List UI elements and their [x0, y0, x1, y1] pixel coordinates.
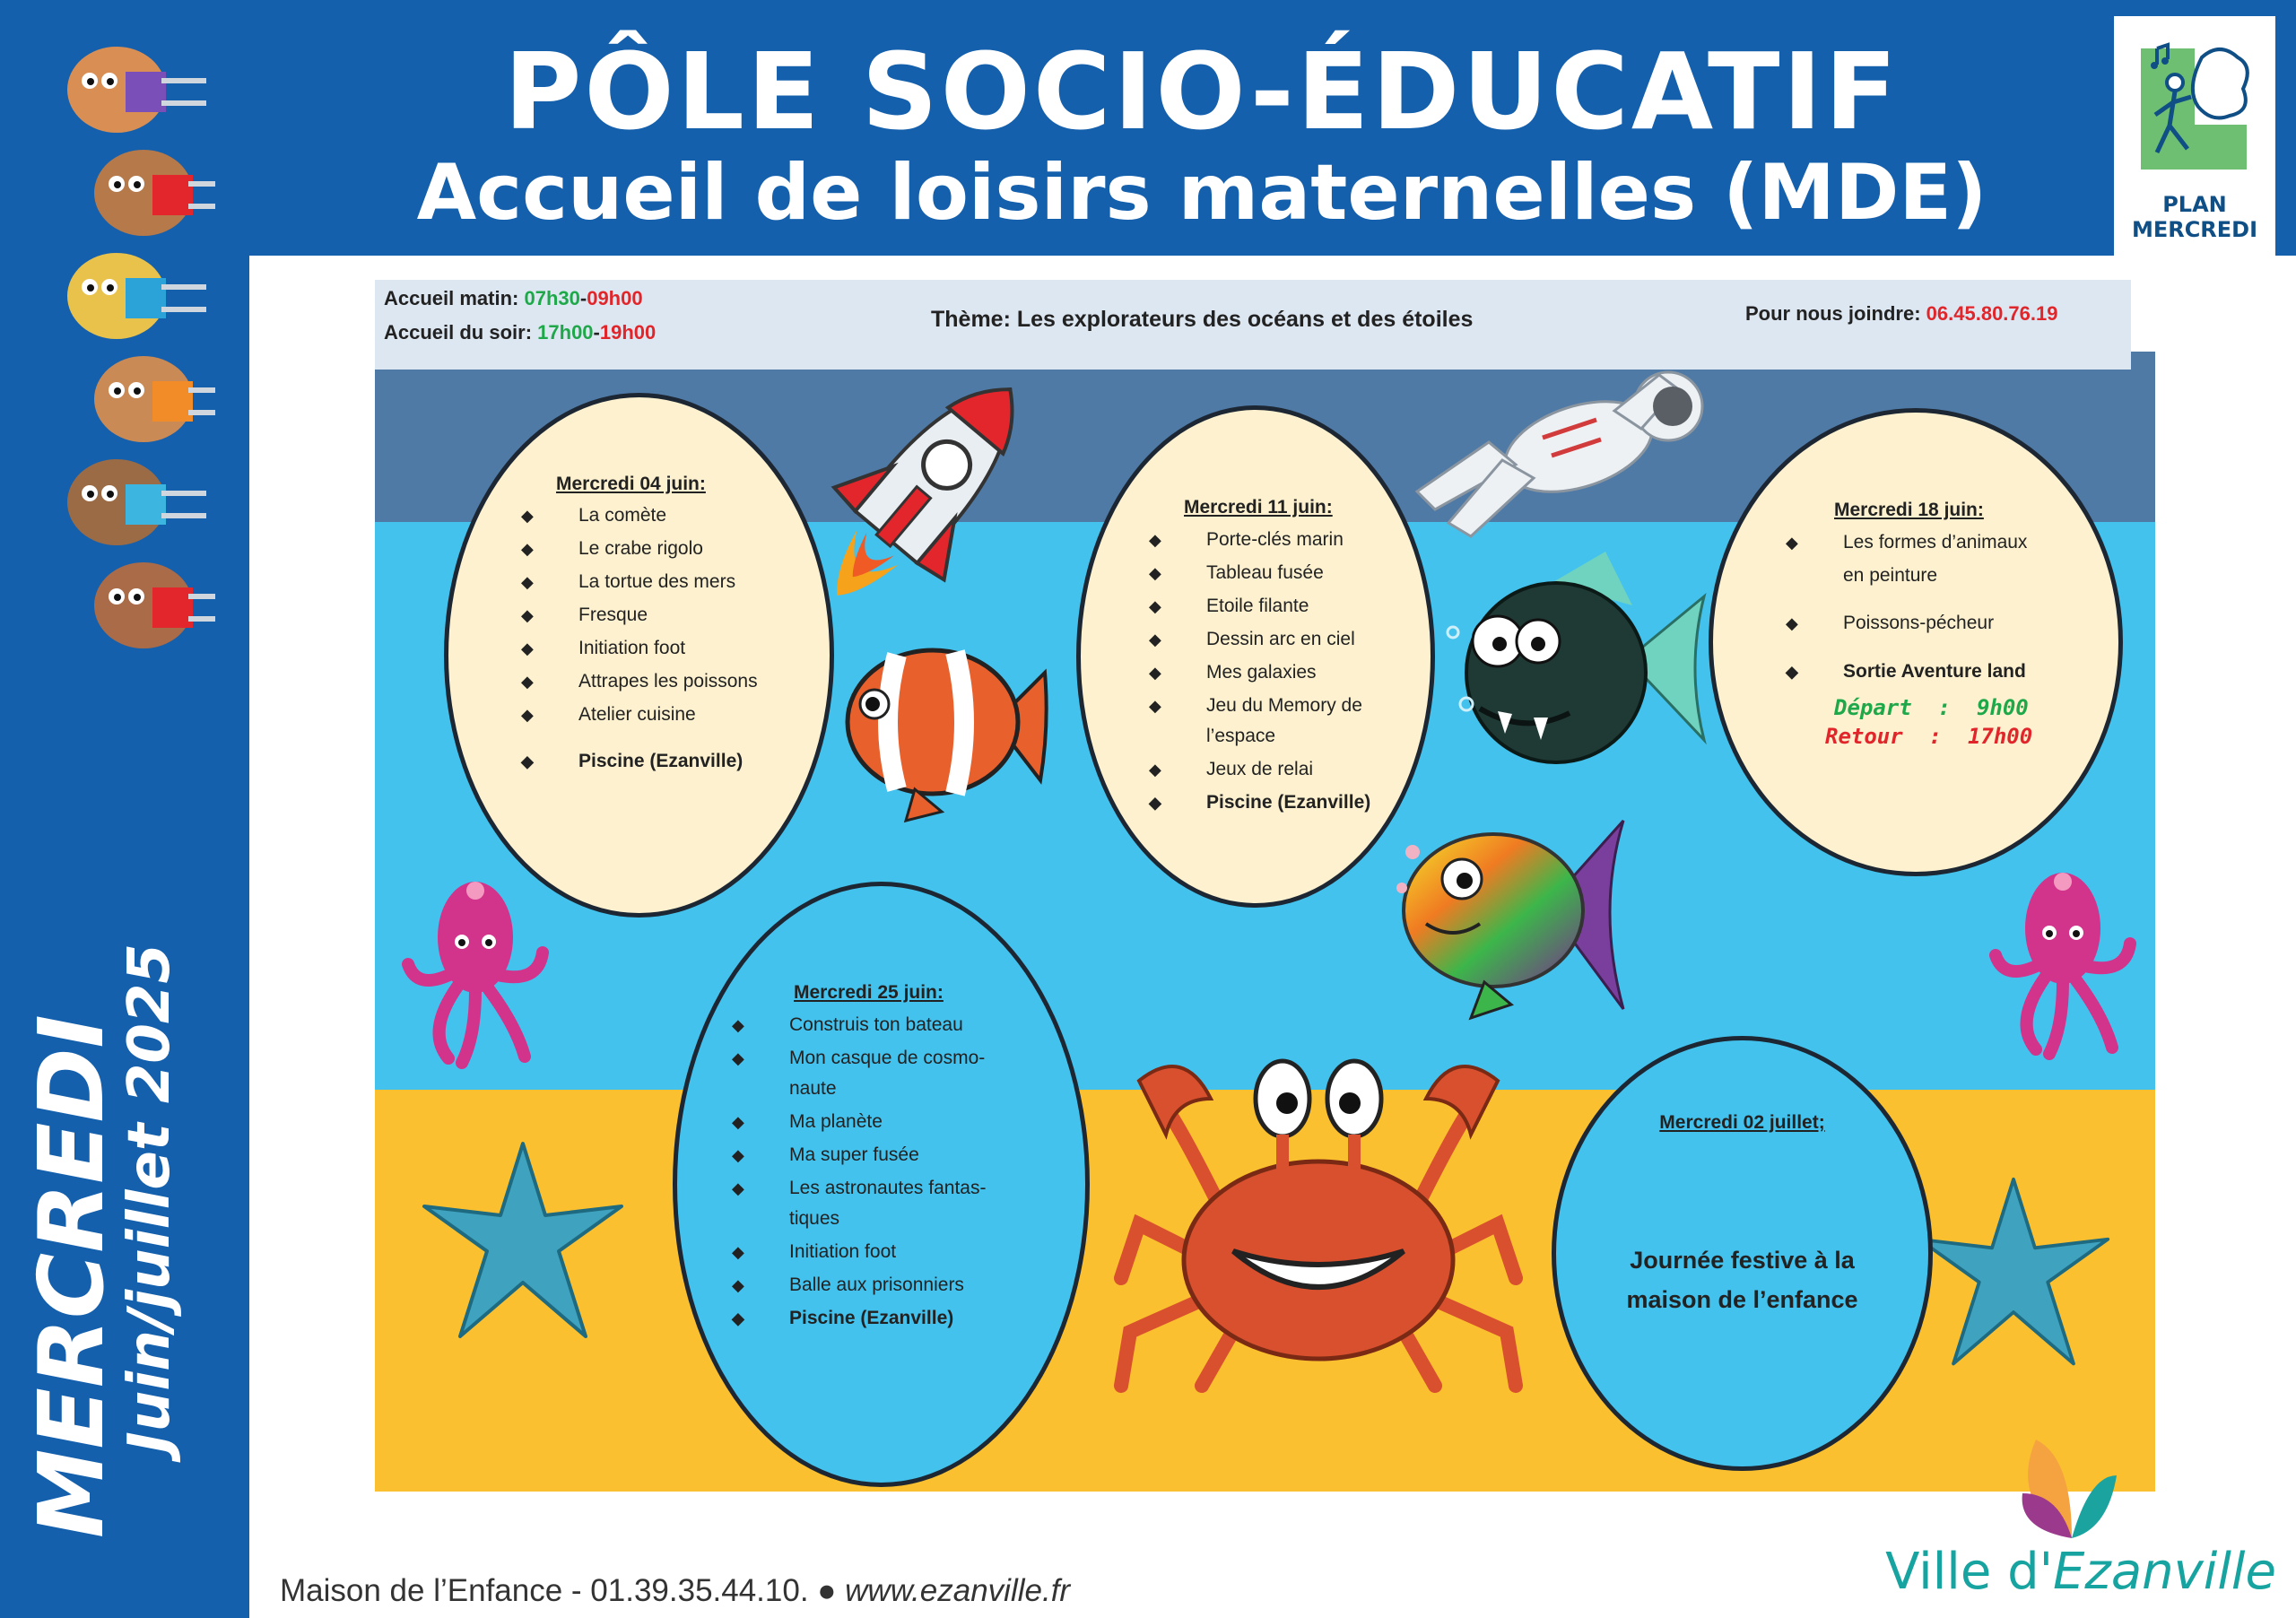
activity-item — [521, 567, 736, 597]
activity-item — [521, 746, 744, 777]
bullet-icon: ◆ — [1149, 761, 1161, 779]
bullet-icon: ◆ — [521, 673, 534, 691]
morning-label: Accueil matin: — [384, 287, 525, 309]
activity-label: naute — [789, 1078, 837, 1099]
day-title: Mercredi 02 juillet; — [1659, 1112, 1825, 1133]
bullet-icon: ◆ — [1786, 663, 1798, 681]
ville-text — [1883, 1543, 2278, 1601]
activity-label: Poissons-pécheur — [1843, 613, 1995, 633]
bullet-icon: ◆ — [521, 540, 534, 558]
bullet-icon: ◆ — [732, 1016, 744, 1034]
activity-item — [1149, 624, 1355, 655]
activity-label: Le crabe rigolo — [578, 538, 703, 559]
activity-item — [1149, 558, 1324, 588]
bullet-icon: ◆ — [732, 1309, 744, 1327]
activity-label: La comète — [578, 505, 667, 526]
retour-time: Retour : 17h00 — [1825, 724, 2033, 749]
activity-label: Attrapes les poissons — [578, 671, 758, 692]
bullet-icon: ◆ — [732, 1146, 744, 1164]
activity-item — [1206, 721, 1275, 752]
rocket-icon — [812, 368, 1108, 628]
day-title: Mercredi 11 juin: — [1184, 497, 1333, 518]
plan-logo-text — [2114, 192, 2275, 242]
bullet-icon: ◆ — [1786, 534, 1798, 552]
activity-label: Piscine (Ezanville) — [789, 1308, 954, 1328]
activity-label: Atelier cuisine — [578, 704, 696, 725]
bullet-icon: ◆ — [521, 573, 534, 591]
butterfly-icon — [2018, 1426, 2126, 1543]
bullet-icon: ◆ — [521, 639, 534, 657]
activity-item — [732, 1107, 883, 1137]
morning-dash: - — [579, 287, 587, 309]
page-title: PÔLE SOCIO-ÉDUCATIF — [503, 30, 1900, 153]
bullet-icon: ◆ — [1149, 631, 1161, 648]
activity-label: Sortie Aventure land — [1843, 661, 2026, 682]
activity-item — [521, 700, 696, 730]
activity-label: Jeu du Memory de — [1206, 695, 1362, 716]
footer-text: Maison de l’Enfance - 01.39.35.44.10. ● — [280, 1573, 846, 1608]
evening-start: 17h00 — [537, 321, 594, 344]
activity-label: La tortue des mers — [578, 571, 736, 592]
activity-label: Mon casque de cosmo- — [789, 1048, 986, 1068]
activity-item — [1786, 608, 1995, 639]
octopus-icon — [1982, 866, 2144, 1063]
day-title: Mercredi 25 juin: — [794, 982, 944, 1003]
activity-item — [1149, 525, 1344, 555]
octopus-icon — [399, 874, 552, 1072]
bullet-icon: ◆ — [521, 752, 534, 770]
activity-label: Tableau fusée — [1206, 562, 1324, 583]
evening-hours — [384, 321, 656, 344]
bullet-icon: ◆ — [732, 1276, 744, 1294]
crab-icon — [1103, 1027, 1534, 1431]
activity-item — [732, 1237, 897, 1267]
footer — [280, 1573, 1070, 1609]
activity-item — [732, 1043, 986, 1074]
activity-item — [521, 500, 667, 531]
plan-logo-line2: MERCREDI — [2131, 217, 2258, 242]
activity-label: Etoile filante — [1206, 596, 1309, 616]
activity-label: Ma super fusée — [789, 1144, 919, 1165]
bullet-icon: ◆ — [732, 1243, 744, 1261]
activity-item — [1786, 657, 2026, 687]
activity-item — [1843, 561, 1937, 591]
activity-label: Jeux de relai — [1206, 759, 1314, 779]
day-oval — [1076, 405, 1435, 908]
activity-label: l’espace — [1206, 726, 1276, 746]
morning-start: 07h30 — [524, 287, 580, 309]
event-text: maison de l’enfance — [1626, 1286, 1858, 1313]
activity-item — [732, 1010, 963, 1040]
activity-label: Initiation foot — [789, 1241, 897, 1262]
evening-dash: - — [593, 321, 600, 344]
day-oval — [444, 393, 834, 918]
activity-label: Initiation foot — [578, 638, 686, 658]
bullet-icon: ◆ — [732, 1113, 744, 1131]
activity-label: Construis ton bateau — [789, 1014, 963, 1035]
contact — [1745, 302, 2057, 326]
bullet-icon: ◆ — [1149, 531, 1161, 549]
activity-label: tiques — [789, 1208, 840, 1229]
activity-label: Porte-clés marin — [1206, 529, 1344, 550]
activity-label: Piscine (Ezanville) — [1206, 792, 1371, 813]
ville-logo — [1883, 1426, 2278, 1605]
anglerfish-icon — [1444, 547, 1713, 789]
activity-item — [1149, 691, 1362, 721]
activity-label: Piscine (Ezanville) — [578, 751, 744, 771]
contact-phone: 06.45.80.76.19 — [1926, 302, 2058, 325]
contact-label: Pour nous joindre: — [1745, 302, 1926, 325]
morning-hours — [384, 287, 643, 310]
activity-item — [732, 1270, 964, 1300]
theme-text: Thème: Les explorateurs des océans et des étoiles — [931, 307, 1474, 332]
bullet-icon: ◆ — [1149, 597, 1161, 615]
day-title: Mercredi 18 juin: — [1834, 500, 1984, 520]
activity-item — [521, 534, 703, 564]
activity-label: Ma planète — [789, 1111, 883, 1132]
bullet-icon: ◆ — [1149, 794, 1161, 812]
activity-item — [521, 600, 648, 631]
activity-item — [521, 666, 758, 697]
bullet-icon: ◆ — [1149, 697, 1161, 715]
plan-logo-line1: PLAN — [2162, 192, 2227, 217]
activity-item — [789, 1204, 839, 1234]
activity-label: Mes galaxies — [1206, 662, 1317, 683]
activity-label: Dessin arc en ciel — [1206, 629, 1355, 649]
activity-item — [1149, 591, 1309, 622]
activity-label: en peinture — [1843, 565, 1938, 586]
starfish-icon — [1915, 1175, 2112, 1372]
starfish-icon — [420, 1139, 626, 1345]
day-oval — [1709, 408, 2123, 876]
ville-text-part2: Ezanville — [2053, 1543, 2276, 1601]
astronaut-icon — [1408, 366, 1749, 545]
activity-item — [732, 1140, 919, 1170]
bullet-icon: ◆ — [1149, 664, 1161, 682]
clownfish-icon — [843, 614, 1049, 825]
activity-label: Fresque — [578, 605, 648, 625]
activity-item — [789, 1074, 837, 1104]
activity-item — [732, 1173, 987, 1204]
activity-item — [1786, 527, 2028, 558]
plan-mercredi-logo — [2114, 16, 2275, 258]
footer-site: www.ezanville.fr — [845, 1573, 1071, 1608]
side-text — [19, 944, 183, 1538]
ville-text-part1: Ville d' — [1885, 1543, 2054, 1601]
info-bar — [375, 280, 2131, 370]
evening-label: Accueil du soir: — [384, 321, 538, 344]
bullet-icon: ◆ — [521, 507, 534, 525]
activity-item — [1149, 754, 1314, 785]
bullet-icon: ◆ — [732, 1179, 744, 1197]
bullet-icon: ◆ — [1786, 614, 1798, 632]
side-date: Juin/juillet 2025 — [117, 944, 183, 1453]
bullet-icon: ◆ — [521, 606, 534, 624]
side-title: MERCREDI — [19, 1014, 124, 1538]
activity-label: Les formes d’animaux — [1843, 532, 2028, 552]
day-oval — [673, 882, 1090, 1487]
day-oval — [1552, 1036, 1933, 1471]
morning-end: 09h00 — [587, 287, 643, 309]
activity-item — [1149, 787, 1371, 818]
bullet-icon: ◆ — [1149, 564, 1161, 582]
activity-item — [1149, 657, 1317, 688]
depart-time: Départ : 9h00 — [1834, 695, 2029, 720]
bullet-icon: ◆ — [732, 1049, 744, 1067]
evening-end: 19h00 — [599, 321, 657, 344]
day-title: Mercredi 04 juin: — [556, 474, 706, 494]
activity-label: Balle aux prisonniers — [789, 1274, 964, 1295]
activity-label: Les astronautes fantas- — [789, 1178, 987, 1198]
activity-item — [521, 633, 686, 664]
character-strip-icon — [27, 18, 215, 673]
plan-mercredi-icon — [2139, 39, 2250, 174]
page-subtitle: Accueil de loisirs maternelles (MDE) — [416, 148, 1987, 238]
rainbow-fish-icon — [1395, 798, 1637, 1022]
event-text: Journée festive à la — [1630, 1247, 1855, 1274]
bullet-icon: ◆ — [521, 706, 534, 724]
activity-item — [732, 1303, 954, 1334]
